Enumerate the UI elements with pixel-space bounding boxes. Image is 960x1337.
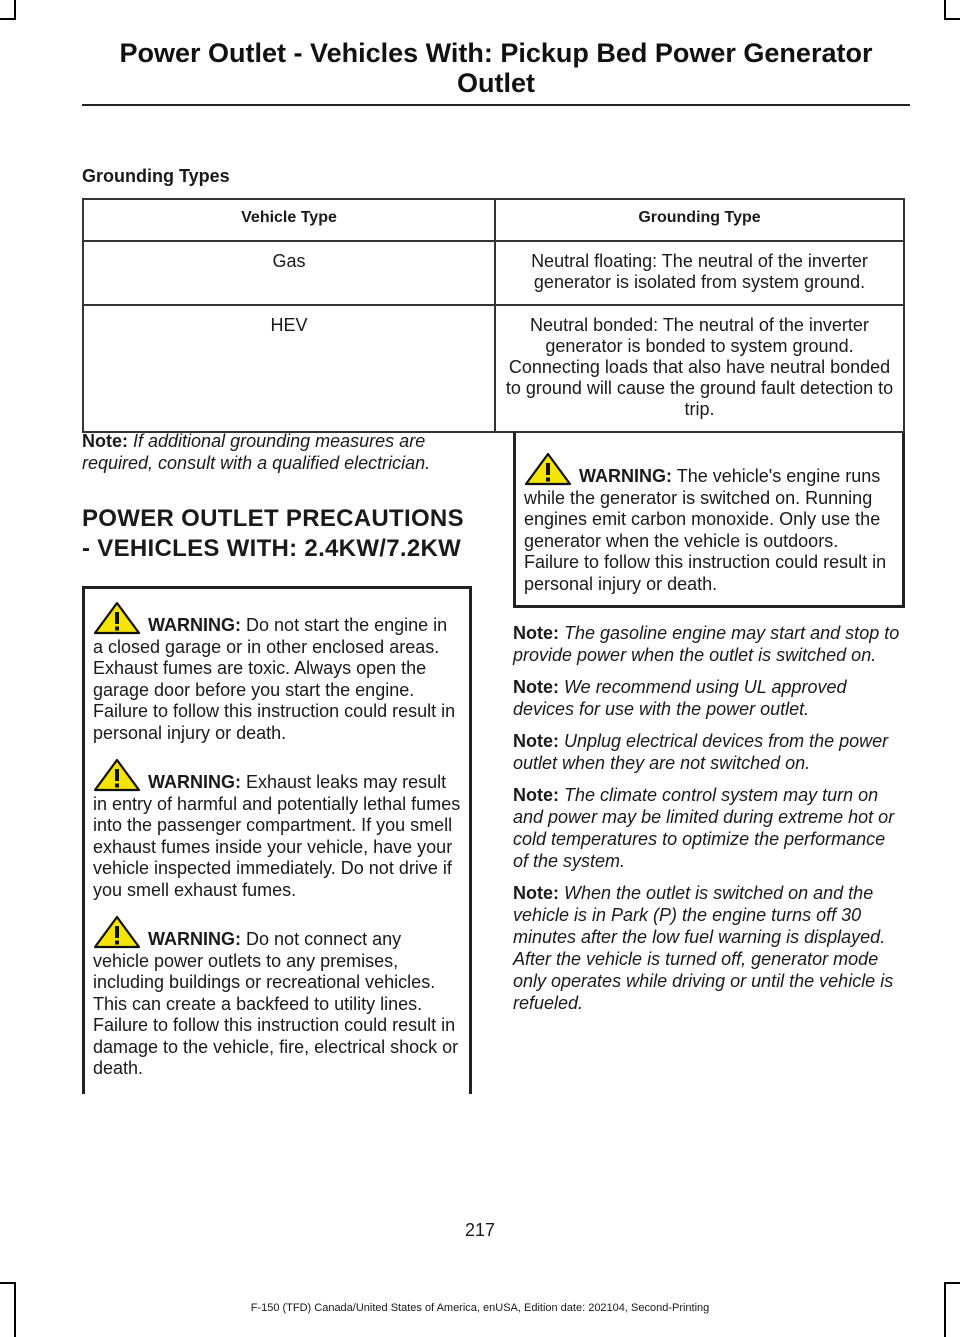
warning-text: Do not connect any vehicle power outlets to any premises, including buildings or recreational vehicles. This can create a backfeed to utility lines. Failure to follow this instruction could result in damage to the vehicle, fire, electrical shock or death. — [93, 929, 459, 1078]
warning-item — [524, 452, 894, 595]
note-label: Note: — [513, 883, 559, 903]
note-text: The climate control system may turn on and power may be limited during extreme hot or cold temperatures to optimize the performance of the system. — [513, 785, 895, 871]
column-header-grounding-type: Grounding Type — [495, 199, 904, 241]
crop-mark — [14, 0, 16, 18]
warning-item — [93, 601, 461, 744]
note-text: If additional grounding measures are required, consult with a qualified electrician. — [82, 431, 431, 473]
warning-triangle-icon — [524, 452, 572, 486]
page-number: 217 — [464, 1220, 496, 1240]
page-title — [82, 38, 910, 98]
vehicle-type-cell: Gas — [83, 241, 495, 305]
footer-edition-text: F-150 (TFD) Canada/United States of America, enUSA, Edition date: 202104, Second-Printing — [250, 1302, 710, 1314]
warning-label: WARNING: — [148, 615, 242, 635]
note-item — [513, 882, 905, 1014]
note-grounding — [82, 430, 472, 474]
note-label: Note: — [513, 785, 559, 805]
header-divider — [82, 104, 910, 106]
note-label: Note: — [513, 623, 559, 643]
note-item — [513, 730, 905, 774]
table-row — [83, 241, 904, 305]
note-text: We recommend using UL approved devices for use with the power outlet. — [513, 677, 847, 719]
warning-item — [93, 915, 461, 1080]
grounding-type-cell: Neutral floating: The neutral of the inverter generator is isolated from system ground. — [495, 241, 904, 305]
warning-label: WARNING: — [148, 772, 242, 792]
warning-box-right — [513, 432, 905, 608]
left-column — [82, 430, 472, 1094]
warning-text: Do not start the engine in a closed garage or in other enclosed areas. Exhaust fumes are toxic. Always open the garage door before you start the engine. Failure to follow this instruction could result in personal injury or death. — [93, 615, 456, 743]
grounding-types-table — [82, 198, 905, 433]
warning-item — [93, 758, 461, 901]
note-text: The gasoline engine may start and stop to provide power when the outlet is switched on. — [513, 623, 900, 665]
note-text: Unplug electrical devices from the power outlet when they are not switched on. — [513, 731, 889, 773]
crop-mark — [944, 0, 946, 18]
warning-label: WARNING: — [148, 929, 242, 949]
note-item — [513, 784, 905, 872]
warning-label: WARNING: — [579, 466, 673, 486]
warning-text: Exhaust leaks may result in entry of harmful and potentially lethal fumes into the passenger compartment. If you smell exhaust fumes inside your vehicle, have your vehicle inspected immediately. Do not drive if you smell exhaust fumes. — [93, 772, 461, 900]
table-row — [83, 305, 904, 432]
page-title-line-1: Power Outlet - Vehicles With: Pickup Bed Power Generator — [119, 38, 873, 68]
crop-mark — [944, 1282, 960, 1284]
crop-mark — [0, 18, 16, 20]
note-item — [513, 676, 905, 720]
warning-box-left — [82, 586, 472, 1094]
grounding-types-label: Grounding Types — [82, 166, 230, 186]
note-label: Note: — [513, 731, 559, 751]
warning-triangle-icon — [93, 758, 141, 792]
note-item — [513, 622, 905, 666]
grounding-type-cell: Neutral bonded: The neutral of the inverter generator is bonded to system ground. Connecting loads that also have neutral bonded to ground will cause the ground fault detection to trip. — [495, 305, 904, 432]
note-label: Note: — [513, 677, 559, 697]
vehicle-type-cell: HEV — [83, 305, 495, 432]
section-heading: POWER OUTLET PRECAUTIONS - VEHICLES WITH: 2.4KW/7.2KW — [82, 505, 464, 562]
note-label: Note: — [82, 431, 128, 451]
warning-text: The vehicle's engine runs while the generator is switched on. Running engines emit carbon monoxide. Only use the generator when the vehicle is outdoors. Failure to follow this instruction could result in personal injury or death. — [524, 466, 887, 594]
page-title-line-2: Outlet — [457, 68, 535, 98]
column-header-vehicle-type: Vehicle Type — [83, 199, 495, 241]
crop-mark — [944, 18, 960, 20]
warning-triangle-icon — [93, 601, 141, 635]
right-column — [513, 432, 905, 1024]
table-header-row — [83, 199, 904, 241]
crop-mark — [0, 1282, 16, 1284]
note-text: When the outlet is switched on and the vehicle is in Park (P) the engine turns off 30 minutes after the low fuel warning is displayed. After the vehicle is turned off, generator mode only operates while driving or until the vehicle is refueled. — [513, 883, 894, 1013]
warning-triangle-icon — [93, 915, 141, 949]
